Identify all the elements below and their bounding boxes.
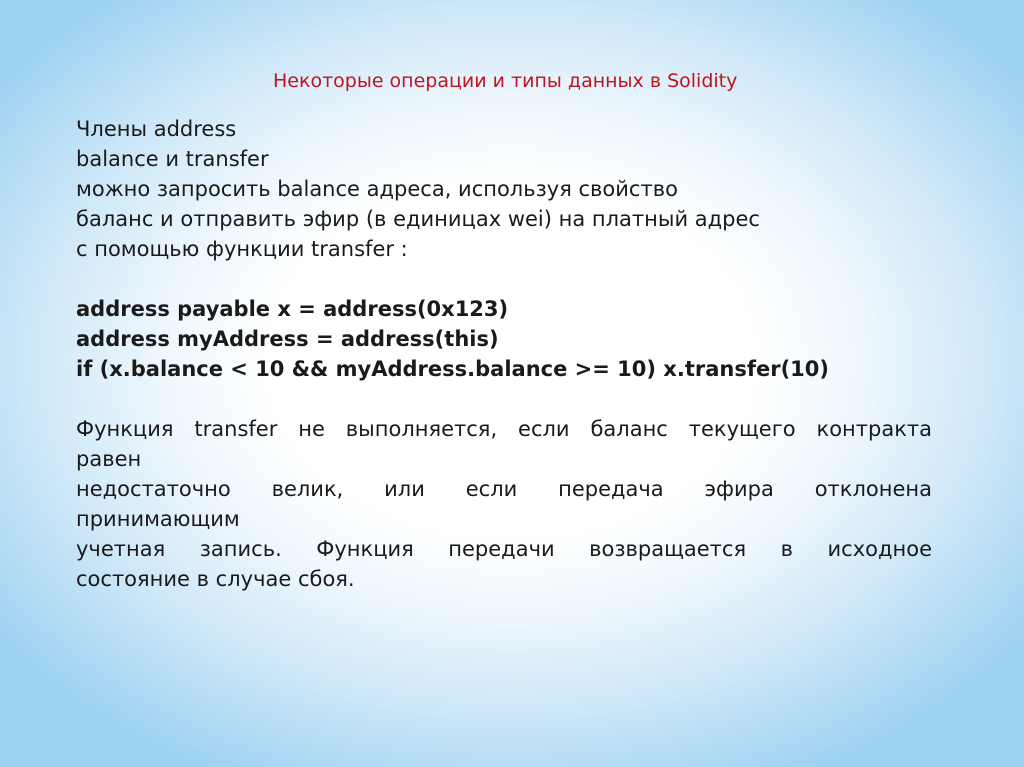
intro-line: баланс и отправить эфир (в единицах wei) на платный адрес <box>76 207 760 231</box>
description-line: недостаточно велик, или если передача эфира отклонена <box>76 477 932 501</box>
spacer <box>76 264 932 294</box>
intro-line: balance и transfer <box>76 147 269 171</box>
code-line: address myAddress = address(this) <box>76 327 499 351</box>
description-line: Функция transfer не выполняется, если баланс текущего контракта <box>76 417 932 441</box>
code-line: address payable x = address(0x123) <box>76 297 509 321</box>
description-line: учетная запись. Функция передачи возвращается в исходное <box>76 537 932 561</box>
intro-line: Члены address <box>76 117 237 141</box>
spacer <box>76 384 932 414</box>
slide-content <box>76 114 932 594</box>
slide-title: Некоторые операции и типы данных в Solidity <box>273 70 738 92</box>
description-line: состояние в случае сбоя. <box>76 567 355 591</box>
intro-line: с помощью функции transfer : <box>76 237 408 261</box>
intro-line: можно запросить balance адреса, используя свойство <box>76 177 678 201</box>
description-line: принимающим <box>76 507 240 531</box>
description-line: равен <box>76 447 142 471</box>
code-line: if (x.balance < 10 && myAddress.balance >= 10) x.transfer(10) <box>76 357 829 381</box>
